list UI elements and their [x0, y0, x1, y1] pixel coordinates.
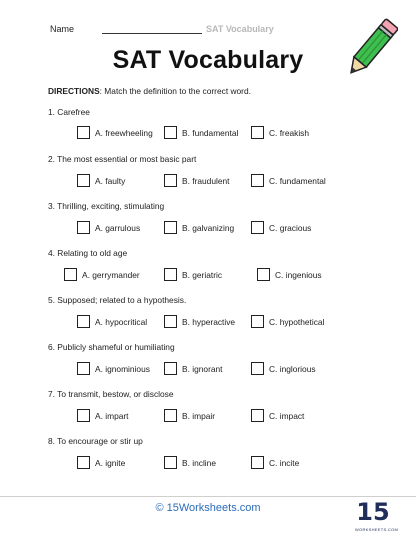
option-a[interactable] [77, 456, 125, 469]
checkbox[interactable] [164, 221, 177, 234]
option-label: C. hypothetical [269, 316, 325, 327]
option-label: A. hypocritical [95, 316, 148, 327]
option-label: C. inglorious [269, 363, 316, 374]
directions [48, 86, 251, 96]
option-label: C. impact [269, 410, 305, 421]
option-label: B. fraudulent [182, 175, 230, 186]
question-options [0, 126, 416, 144]
checkbox[interactable] [251, 456, 264, 469]
checkbox[interactable] [251, 362, 264, 375]
checkbox[interactable] [164, 409, 177, 422]
checkbox[interactable] [77, 409, 90, 422]
header-subtitle: SAT Vocabulary [206, 24, 274, 34]
option-a[interactable] [64, 268, 140, 281]
option-c[interactable] [251, 456, 299, 469]
option-label: A. freewheeling [95, 127, 153, 138]
option-label: B. fundamental [182, 127, 239, 138]
footer-link[interactable]: © 15Worksheets.com [155, 502, 261, 514]
option-label: A. ignominious [95, 363, 150, 374]
question-options [0, 409, 416, 427]
option-b[interactable] [164, 174, 230, 187]
logo-icon [355, 498, 399, 536]
checkbox[interactable] [164, 315, 177, 328]
checkbox[interactable] [164, 362, 177, 375]
checkbox[interactable] [77, 126, 90, 139]
option-label: C. freakish [269, 127, 310, 138]
logo-number: 15 [356, 498, 390, 526]
option-label: B. impair [182, 410, 216, 421]
checkbox[interactable] [77, 456, 90, 469]
option-label: A. faulty [95, 175, 126, 186]
option-b[interactable] [164, 362, 223, 375]
question-options [0, 174, 416, 192]
name-field[interactable] [102, 24, 202, 34]
option-label: A. ignite [95, 457, 126, 468]
checkbox[interactable] [164, 126, 177, 139]
question-options [0, 362, 416, 380]
question-prompt: 1. Carefree [48, 107, 90, 117]
option-a[interactable] [77, 362, 150, 375]
name-label: Name [50, 24, 75, 34]
directions-label: DIRECTIONS [48, 86, 100, 96]
checkbox[interactable] [164, 268, 177, 281]
option-label: A. garrulous [95, 222, 141, 233]
question-prompt: 4. Relating to old age [48, 248, 128, 258]
logo-word: WORKSHEETS.COM [355, 527, 399, 532]
checkbox[interactable] [164, 456, 177, 469]
option-a[interactable] [77, 126, 153, 139]
name-row [50, 24, 274, 34]
option-b[interactable] [164, 409, 215, 422]
question-options [0, 268, 416, 286]
checkbox[interactable] [64, 268, 77, 281]
checkbox[interactable] [77, 315, 90, 328]
checkbox[interactable] [77, 362, 90, 375]
question-prompt: 7. To transmit, bestow, or disclose [48, 389, 174, 399]
option-label: B. hyperactive [182, 316, 236, 327]
option-label: C. gracious [269, 222, 312, 233]
option-c[interactable] [251, 221, 311, 234]
question-prompt: 6. Publicly shameful or humiliating [48, 342, 175, 352]
question-options [0, 315, 416, 333]
option-label: B. incline [182, 457, 216, 468]
option-label: A. impart [95, 410, 129, 421]
option-c[interactable] [251, 174, 326, 187]
question-options [0, 456, 416, 474]
option-a[interactable] [77, 221, 140, 234]
checkbox[interactable] [77, 221, 90, 234]
option-a[interactable] [77, 174, 125, 187]
option-b[interactable] [164, 126, 238, 139]
footer-divider [0, 496, 416, 497]
option-label: C. ingenious [275, 269, 322, 280]
option-b[interactable] [164, 268, 222, 281]
question-options [0, 221, 416, 239]
option-label: C. incite [269, 457, 300, 468]
option-a[interactable] [77, 315, 147, 328]
checkbox[interactable] [251, 221, 264, 234]
option-label: A. gerrymander [82, 269, 140, 280]
checkbox[interactable] [251, 409, 264, 422]
checkbox[interactable] [164, 174, 177, 187]
option-b[interactable] [164, 456, 216, 469]
question-prompt: 8. To encourage or stir up [48, 436, 143, 446]
question-prompt: 2. The most essential or most basic part [48, 154, 197, 164]
option-b[interactable] [164, 221, 234, 234]
option-c[interactable] [251, 126, 309, 139]
checkbox[interactable] [257, 268, 270, 281]
checkbox[interactable] [251, 174, 264, 187]
page-title: SAT Vocabulary [112, 46, 304, 74]
checkbox[interactable] [77, 174, 90, 187]
option-label: B. ignorant [182, 363, 223, 374]
option-label: C. fundamental [269, 175, 326, 186]
option-label: B. galvanizing [182, 222, 235, 233]
option-a[interactable] [77, 409, 129, 422]
checkbox[interactable] [251, 126, 264, 139]
question-prompt: 3. Thrilling, exciting, stimulating [48, 201, 165, 211]
directions-text: : Match the definition to the correct word. [99, 86, 251, 96]
checkbox[interactable] [251, 315, 264, 328]
option-c[interactable] [251, 409, 304, 422]
option-c[interactable] [251, 315, 324, 328]
option-c[interactable] [251, 362, 316, 375]
question-prompt: 5. Supposed; related to a hypothesis. [48, 295, 187, 305]
option-c[interactable] [257, 268, 322, 281]
option-b[interactable] [164, 315, 235, 328]
option-label: B. geriatric [182, 269, 223, 280]
